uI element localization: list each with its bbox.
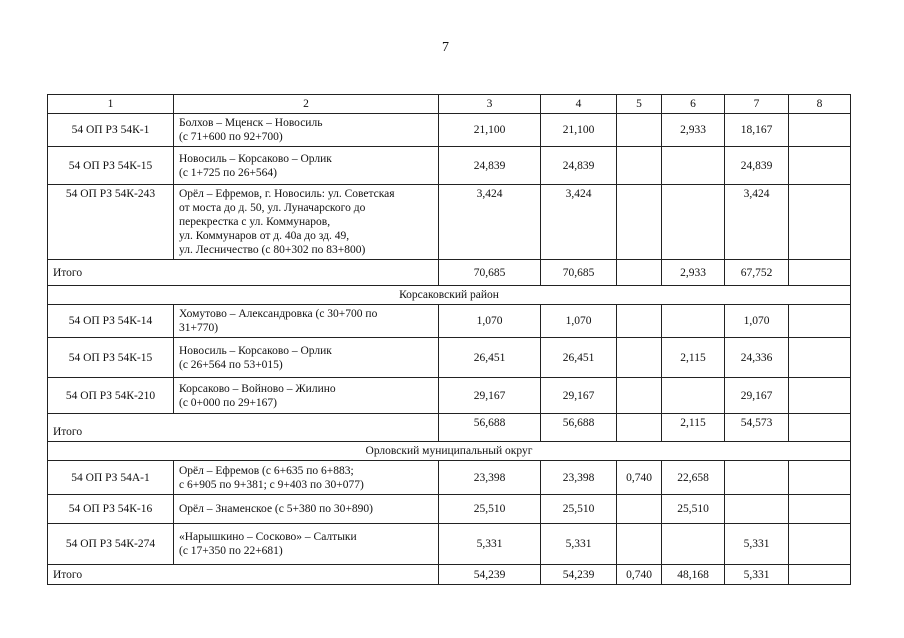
total-value-c3: 56,688: [439, 414, 541, 442]
total-value-c7: 5,331: [725, 565, 789, 585]
road-name-cell: Орёл – Знаменское (с 5+380 по 30+890): [174, 495, 439, 524]
value-cell-c8: [789, 495, 851, 524]
total-value-c8: [789, 414, 851, 442]
table-row: [48, 378, 851, 414]
total-value-c5: [617, 260, 662, 286]
table-row: [48, 114, 851, 147]
header-cell: 1: [48, 95, 174, 114]
value-cell-c7: 3,424: [725, 185, 789, 260]
value-cell-c7: 24,839: [725, 147, 789, 185]
road-name-cell: Новосиль – Корсаково – Орлик (с 26+564 по 53+015): [174, 338, 439, 378]
section-row: [48, 442, 851, 461]
road-code-cell: 54 ОП РЗ 54К-1: [48, 114, 174, 147]
road-name-cell: Орёл – Ефремов, г. Новосиль: ул. Советская от моста до д. 50, ул. Луначарского до перекрестка с ул. Коммунаров, ул. Коммунаров от д. 40а до зд. 49, ул. Лесничество (с 80+302 по 83+800): [174, 185, 439, 260]
value-cell-c3: 26,451: [439, 338, 541, 378]
value-cell-c6: 22,658: [662, 461, 725, 495]
value-cell-c8: [789, 114, 851, 147]
value-cell-c4: 25,510: [541, 495, 617, 524]
road-name-cell: Болхов – Мценск – Новосиль (с 71+600 по 92+700): [174, 114, 439, 147]
value-cell-c8: [789, 338, 851, 378]
road-name-cell: Орёл – Ефремов (с 6+635 по 6+883; с 6+905 по 9+381; с 9+403 по 30+077): [174, 461, 439, 495]
total-value-c7: 54,573: [725, 414, 789, 442]
value-cell-c6: 25,510: [662, 495, 725, 524]
total-row: [48, 260, 851, 286]
roads-table: [47, 94, 851, 585]
value-cell-c5: [617, 524, 662, 565]
value-cell-c5: [617, 495, 662, 524]
value-cell-c3: 25,510: [439, 495, 541, 524]
table-row: [48, 524, 851, 565]
road-code-cell: 54 ОП РЗ 54К-15: [48, 147, 174, 185]
value-cell-c8: [789, 461, 851, 495]
value-cell-c7: 29,167: [725, 378, 789, 414]
value-cell-c7: 18,167: [725, 114, 789, 147]
total-value-c4: 54,239: [541, 565, 617, 585]
total-value-c4: 70,685: [541, 260, 617, 286]
table-row: [48, 185, 851, 260]
road-name-cell: «Нарышкино – Сосково» – Салтыки (с 17+350 по 22+681): [174, 524, 439, 565]
value-cell-c3: 1,070: [439, 305, 541, 338]
value-cell-c5: [617, 305, 662, 338]
section-title: Корсаковский район: [48, 286, 851, 305]
total-row: [48, 565, 851, 585]
value-cell-c8: [789, 147, 851, 185]
value-cell-c6: [662, 147, 725, 185]
value-cell-c5: 0,740: [617, 461, 662, 495]
total-value-c5: [617, 414, 662, 442]
total-value-c6: 2,933: [662, 260, 725, 286]
value-cell-c8: [789, 305, 851, 338]
value-cell-c3: 23,398: [439, 461, 541, 495]
total-value-c5: 0,740: [617, 565, 662, 585]
value-cell-c6: [662, 524, 725, 565]
value-cell-c4: 21,100: [541, 114, 617, 147]
section-row: [48, 286, 851, 305]
value-cell-c7: 24,336: [725, 338, 789, 378]
header-cell: 4: [541, 95, 617, 114]
value-cell-c6: [662, 378, 725, 414]
road-name-cell: Новосиль – Корсаково – Орлик (с 1+725 по 26+564): [174, 147, 439, 185]
road-code-cell: 54 ОП РЗ 54К-210: [48, 378, 174, 414]
value-cell-c8: [789, 524, 851, 565]
total-value-c4: 56,688: [541, 414, 617, 442]
value-cell-c5: [617, 338, 662, 378]
road-code-cell: 54 ОП РЗ 54К-16: [48, 495, 174, 524]
table-row: [48, 147, 851, 185]
header-cell: 3: [439, 95, 541, 114]
value-cell-c4: 24,839: [541, 147, 617, 185]
value-cell-c7: [725, 495, 789, 524]
value-cell-c5: [617, 147, 662, 185]
total-value-c3: 54,239: [439, 565, 541, 585]
road-name-cell: Хомутово – Александровка (с 30+700 по 31+770): [174, 305, 439, 338]
road-code-cell: 54 ОП РЗ 54А-1: [48, 461, 174, 495]
road-code-cell: 54 ОП РЗ 54К-274: [48, 524, 174, 565]
value-cell-c6: [662, 305, 725, 338]
header-row: [48, 95, 851, 114]
section-title: Орловский муниципальный округ: [48, 442, 851, 461]
road-code-cell: 54 ОП РЗ 54К-243: [48, 185, 174, 260]
total-value-c8: [789, 260, 851, 286]
value-cell-c8: [789, 378, 851, 414]
table-row: [48, 495, 851, 524]
value-cell-c7: 1,070: [725, 305, 789, 338]
total-label: Итого: [48, 565, 439, 585]
road-code-cell: 54 ОП РЗ 54К-14: [48, 305, 174, 338]
value-cell-c3: 3,424: [439, 185, 541, 260]
value-cell-c3: 24,839: [439, 147, 541, 185]
value-cell-c4: 26,451: [541, 338, 617, 378]
page-number: 7: [442, 40, 449, 55]
value-cell-c3: 21,100: [439, 114, 541, 147]
table-row: [48, 461, 851, 495]
value-cell-c7: [725, 461, 789, 495]
value-cell-c5: [617, 378, 662, 414]
header-cell: 5: [617, 95, 662, 114]
value-cell-c4: 1,070: [541, 305, 617, 338]
total-value-c8: [789, 565, 851, 585]
value-cell-c6: 2,933: [662, 114, 725, 147]
header-cell: 2: [174, 95, 439, 114]
road-name-cell: Корсаково – Войново – Жилино (с 0+000 по 29+167): [174, 378, 439, 414]
value-cell-c3: 29,167: [439, 378, 541, 414]
value-cell-c5: [617, 114, 662, 147]
value-cell-c4: 29,167: [541, 378, 617, 414]
header-cell: 7: [725, 95, 789, 114]
value-cell-c3: 5,331: [439, 524, 541, 565]
value-cell-c5: [617, 185, 662, 260]
header-cell: 6: [662, 95, 725, 114]
value-cell-c6: 2,115: [662, 338, 725, 378]
table-row: [48, 305, 851, 338]
value-cell-c7: 5,331: [725, 524, 789, 565]
value-cell-c4: 23,398: [541, 461, 617, 495]
total-row: [48, 414, 851, 442]
total-value-c6: 2,115: [662, 414, 725, 442]
total-value-c3: 70,685: [439, 260, 541, 286]
total-label: Итого: [48, 260, 439, 286]
total-label: Итого: [48, 414, 439, 442]
value-cell-c8: [789, 185, 851, 260]
total-value-c6: 48,168: [662, 565, 725, 585]
total-value-c7: 67,752: [725, 260, 789, 286]
value-cell-c4: 5,331: [541, 524, 617, 565]
value-cell-c4: 3,424: [541, 185, 617, 260]
value-cell-c6: [662, 185, 725, 260]
table-row: [48, 338, 851, 378]
header-cell: 8: [789, 95, 851, 114]
road-code-cell: 54 ОП РЗ 54К-15: [48, 338, 174, 378]
